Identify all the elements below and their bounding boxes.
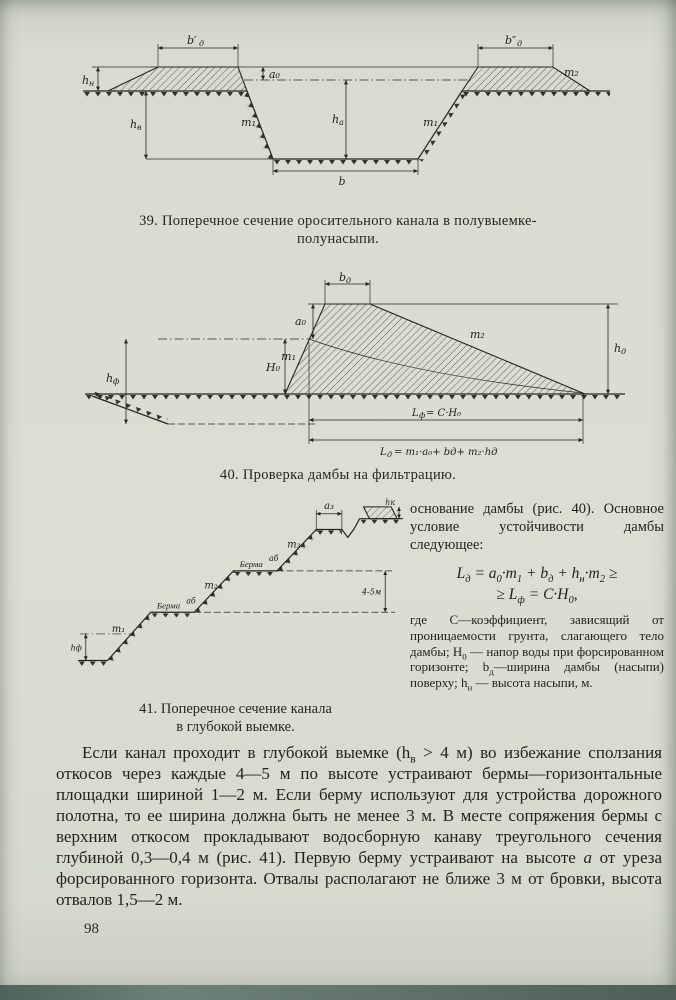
formula-line-2: ≥ $L_ф = C\cdot H_0$,	[496, 586, 578, 607]
fig39-label-b-width: b	[338, 175, 346, 188]
fig41-label-h-k: hк	[385, 498, 396, 507]
figure-39-caption-line2: полунасыпи.	[296, 231, 380, 247]
fig39-label-h-n-sub: н	[89, 79, 95, 88]
fig39-label-h-a-sub: а	[339, 118, 344, 127]
fig39-linework	[83, 44, 610, 175]
figure-41-caption-line2: в глубокой выемке.	[176, 719, 295, 735]
fig40-label-h-d-sub: д	[621, 347, 627, 356]
fig39-label-b-prime-d-sub: д	[199, 39, 205, 48]
fig40-label-Lf-formula: = C·H₀	[426, 408, 462, 419]
fig40-label-h-f: h	[106, 372, 114, 385]
fig39-label-m1-right: m₁	[423, 116, 438, 129]
body-paragraph: Если канал проходит в глубокой выемке ($h_в > 4$ м) во избежание сползания откосов через каждые 4—5 м по высоте устраивают бермы—горизонтальные площадки шириной 1—2 м. Если берму используют для устройства дорожного полотна, то ее ширина должна быть не менее 3 м. В месте сопряжения бермы с верхним откосом прокладывают водосборную канаву треугольного сечения глубиной 0,3—0,4 м (рис. 41). Первую берму устраивают на высоте a от уреза форсированного горизонта. Отвалы располагают не ближе 3 м от бровки, высота отвалов 1,5—2 м.	[56, 743, 662, 909]
fig40-label-m1: m₁	[281, 350, 296, 363]
figure-41-deep-cut-canal	[68, 498, 403, 695]
formula-line-1: $L_д = a_0\cdot m_1 + b_д + h_н\cdot m_2$ ≥	[456, 565, 618, 586]
fig41-label-h-f: hф	[70, 643, 82, 653]
fig39-label-h-n: h	[82, 74, 90, 87]
figure-39-caption-line1: 39. Поперечное сечение оросительного канала в полувыемке-	[139, 213, 537, 229]
figure-40-caption	[0, 466, 676, 484]
column-legend-paragraph: где С—коэффициент, зависящий от проницаемости грунта, слагающего тело дамбы; $H_0$ — напор воды при форсированном горизонте; $b_д—ширина$ дамбы (насыпи) поверху; $h_н$ — высота насыпи, м.	[410, 612, 665, 693]
fig41-label-m2: m₂	[204, 580, 218, 592]
fig40-label-Lf-sub: ф	[419, 411, 426, 420]
scan-bottom-edge	[0, 985, 676, 1000]
fig40-label-b-d: b	[339, 272, 347, 284]
figure-40-caption-line1: 40. Проверка дамбы на фильтрацию.	[219, 467, 457, 483]
figure-41-caption	[68, 700, 403, 736]
figure-41-caption-line1: 41. Поперечное сечение канала	[139, 701, 332, 717]
fig40-label-Ld-formula: = m₁·a₀+ bд+ m₂·hд	[394, 447, 498, 458]
column-intro-paragraph	[410, 500, 664, 554]
fig41-label-berm-lower: Берма	[156, 600, 181, 611]
fig40-label-m2: m₂	[470, 328, 485, 341]
fig41-label-m3: m₃	[287, 539, 301, 551]
fig41-label-a-b-lower: aб	[186, 596, 196, 606]
fig41-label-a3: a₃	[324, 500, 334, 512]
fig40-label-H0: H₀	[265, 361, 280, 374]
fig40-label-a0: a₀	[295, 315, 306, 328]
fig39-label-m2-right: m₂	[564, 66, 579, 79]
column-intro-text: основание дамбы (рис. 40). Основное условие устойчивости дамбы следующее:	[410, 501, 664, 553]
fig41-label-m1: m₁	[111, 623, 126, 635]
fig39-label-h-a: h	[332, 113, 340, 126]
figure-40-dam-filtration	[80, 272, 630, 462]
fig40-label-b-d-sub: д	[346, 276, 352, 285]
figure-39-canal-cross-section	[78, 34, 613, 202]
fig40-label-Lf: L	[412, 408, 419, 419]
fig40-label-h-d: h	[614, 342, 622, 355]
fig40-label-Ld: L	[380, 447, 387, 458]
fig41-label-berm-upper: Берма	[239, 558, 263, 569]
fig39-label-h-v: h	[130, 118, 138, 131]
page-number: 98	[84, 921, 99, 937]
figure-39-caption	[0, 212, 676, 248]
right-column	[410, 500, 664, 691]
fig41-label-4-5m: 4-5м	[362, 587, 382, 597]
fig40-linework	[85, 280, 625, 444]
fig40-label-Ld-sub: д	[387, 450, 393, 459]
fig39-label-b-dblprime-d-sub: д	[517, 39, 523, 48]
fig41-linework	[78, 507, 403, 666]
fig39-label-h-v-sub: в	[137, 123, 142, 132]
fig39-label-b-prime-d: b′	[187, 34, 197, 47]
fig41-label-a-b-upper: aб	[268, 554, 279, 564]
fig39-label-a0: a₀	[269, 68, 280, 81]
fig39-label-b-dblprime-d: b″	[505, 34, 517, 47]
fig39-label-m1-left: m₁	[241, 116, 256, 129]
stability-formula	[410, 563, 664, 605]
fig40-label-h-f-sub: ф	[113, 377, 120, 386]
